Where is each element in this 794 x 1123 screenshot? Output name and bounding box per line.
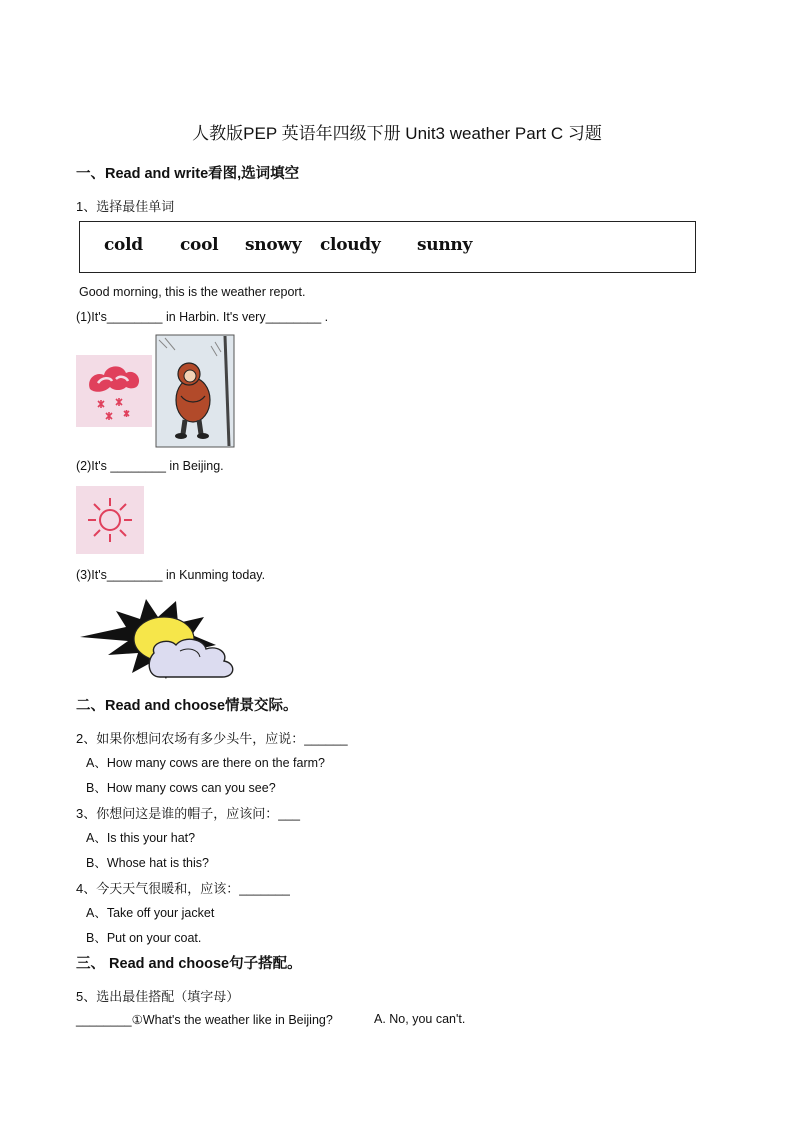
question-4-option-a: A、Take off your jacket: [86, 906, 215, 920]
question-5: 5、选出最佳搭配（填字母）: [76, 989, 240, 1004]
sentence-2: (2)It's ________ in Beijing.: [76, 459, 224, 473]
question-5-answer-a: A. No, you can't.: [374, 1012, 466, 1026]
word-bank: [79, 221, 696, 273]
word-sunny: sunny: [417, 235, 473, 255]
snow-cloud-icon: [76, 355, 152, 427]
question-5-item-1: ________①What's the weather like in Beijing?: [76, 1013, 333, 1027]
section2-heading: 二、Read and choose情景交际。: [76, 698, 298, 714]
question-2: 2、如果你想问农场有多少头牛，应说：______: [76, 731, 348, 746]
question-2-option-a: A、How many cows are there on the farm?: [86, 756, 325, 770]
section1-heading: 一、Read and write看图,选词填空: [76, 166, 300, 182]
word-cloudy: cloudy: [320, 235, 381, 255]
sentence-3: (3)It's________ in Kunming today.: [76, 568, 266, 582]
question-3: 3、你想问这是谁的帽子，应该问：___: [76, 806, 300, 821]
word-cool: cool: [180, 235, 219, 255]
sun-icon: [76, 486, 144, 554]
word-snowy: snowy: [245, 235, 302, 255]
cold-boy-picture: [155, 334, 235, 448]
sun-cloud-icon: [76, 595, 258, 681]
word-cold: cold: [104, 235, 143, 255]
sentence-1: (1)It's________ in Harbin. It's very________ .: [76, 310, 329, 324]
question-2-option-b: B、How many cows can you see?: [86, 781, 276, 795]
weather-report-intro: Good morning, this is the weather report.: [79, 285, 306, 299]
question-4: 4、今天天气很暖和，应该：_______: [76, 881, 290, 896]
section3-heading: 三、 Read and choose句子搭配。: [76, 956, 302, 972]
question-4-option-b: B、Put on your coat.: [86, 931, 202, 945]
question-1: 1、选择最佳单词: [76, 199, 175, 214]
page-title: 人教版PEP 英语年四级下册 Unit3 weather Part C 习题: [192, 124, 602, 143]
question-3-option-b: B、Whose hat is this?: [86, 856, 209, 870]
question-3-option-a: A、Is this your hat?: [86, 831, 196, 845]
